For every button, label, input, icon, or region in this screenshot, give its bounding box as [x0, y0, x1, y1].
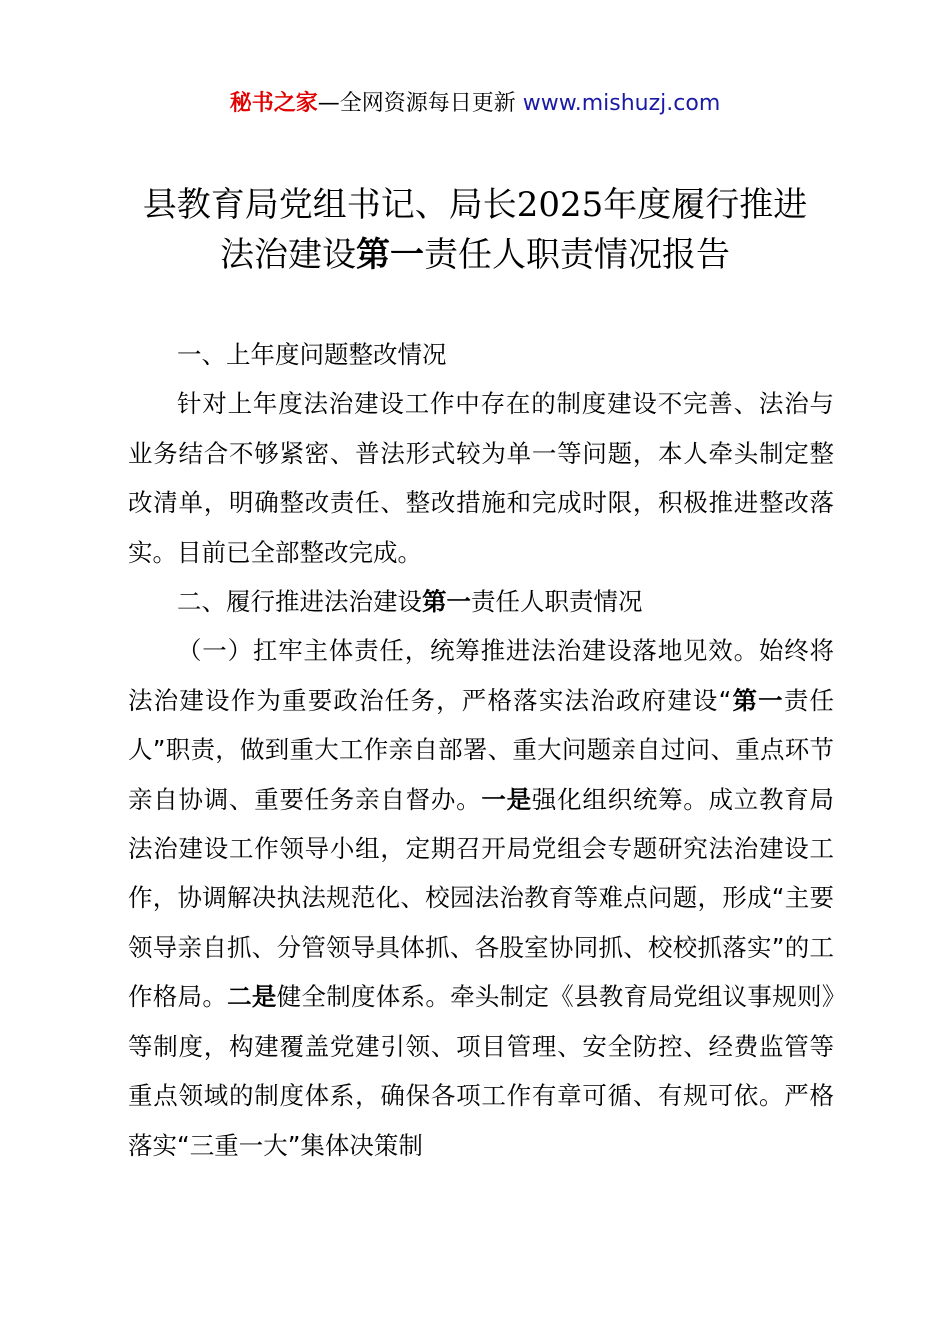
site-tagline: —全网资源每日更新 — [317, 91, 523, 116]
document-body — [128, 330, 834, 1170]
title-line-2 — [60, 230, 890, 280]
section-2-heading — [128, 577, 834, 626]
p1-bold-3: 二是 — [227, 982, 277, 1012]
p1-text-1: （一）扛牢主体责任，统筹推进法治建设落地见效。始终将法治建设作为重要政治任务，严格落实法治政府建设“ — [128, 636, 834, 715]
p1-text-3: 强化组织统筹。成立教育局法治建设工作领导小组，定期召开局党组会专题研究法治建设工作，协调解决执法规范化、校园法治教育等难点问题，形成“主要领导亲自抓、分管领导具体抓、各股室协同抓、校校抓落实”的工作格局。 — [128, 784, 835, 1012]
p1-bold-1: 第一 — [731, 685, 784, 715]
site-url: www.mishuzj.com — [522, 91, 721, 116]
section-2-heading-part-2: 责任人职责情况 — [471, 587, 643, 617]
brand-name: 秘书之家 — [229, 91, 318, 116]
title-line-1: 县教育局党组书记、局长2025年度履行推进 — [142, 185, 808, 225]
section-1-heading: 一、上年度问题整改情况 — [177, 340, 447, 369]
section-1-paragraph: 针对上年度法治建设工作中存在的制度建设不完善、法治与业务结合不够紧密、普法形式较为单一等问题，本人牵头制定整改清单，明确整改责任、整改措施和完成时限，积极推进整改落实。目前已全部整改完成。 — [128, 389, 834, 567]
section-2-heading-part-1: 二、履行推进法治建设 — [177, 587, 422, 617]
p1-text-4: 健全制度体系。牵头制定《县教育局党组议事规则》等制度，构建覆盖党建引领、项目管理、安全防控、经费监管等重点领域的制度体系，确保各项工作有章可循、有规可依。严格落实“三重一大”集体决策制 — [128, 982, 835, 1160]
section-2-heading-bold: 第一 — [422, 587, 471, 617]
section-2-paragraph-1 — [128, 626, 834, 1169]
title-line-2-bold: 第一 — [356, 235, 424, 275]
document-title — [60, 180, 890, 280]
title-line-2-part-2: 责任人职责情况报告 — [424, 235, 730, 275]
title-line-2-part-1: 法治建设 — [220, 235, 356, 275]
p1-text-2: 责任人”职责，做到重大工作亲自部署、重大问题亲自过问、重点环节亲自协调、重要任务亲自督办。 — [128, 685, 835, 814]
site-header — [0, 88, 950, 120]
p1-bold-2: 一是 — [481, 784, 532, 814]
